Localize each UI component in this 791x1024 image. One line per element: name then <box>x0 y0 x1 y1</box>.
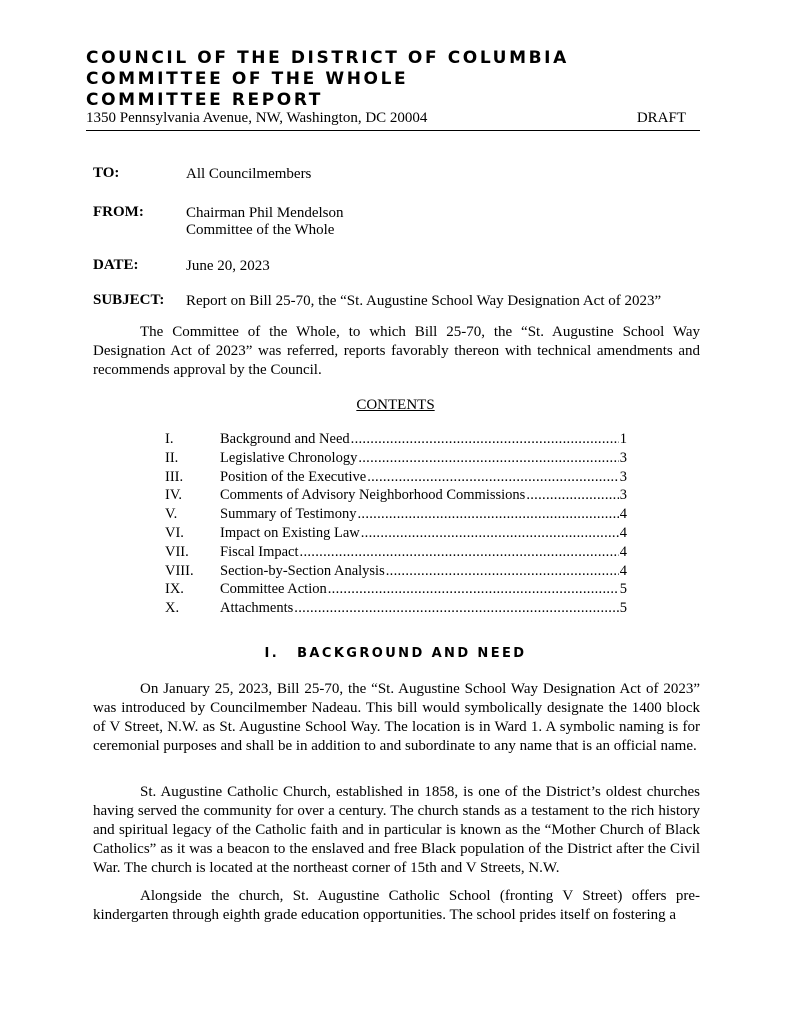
intro-paragraph <box>93 323 700 380</box>
toc-entry-title: Position of the Executive <box>220 468 367 485</box>
toc-entry-title: Committee Action <box>220 581 327 598</box>
toc-leader-dots <box>367 468 619 487</box>
section-heading <box>0 646 791 661</box>
toc-leader-dots <box>351 430 619 449</box>
draft-label: DRAFT <box>636 110 686 126</box>
toc-entry-title: Comments of Advisory Neighborhood Commissions <box>220 487 526 504</box>
toc-leader-dots <box>358 449 618 468</box>
toc-entry-page: 3 <box>619 468 627 485</box>
table-of-contents <box>165 430 627 618</box>
toc-entry <box>165 543 627 562</box>
toc-leader-dots <box>357 505 618 524</box>
toc-entry-page: 4 <box>619 543 627 560</box>
subject-value: Report on Bill 25-70, the “St. Augustine School Way Designation Act of 2023” <box>186 293 662 309</box>
from-value-committee: Committee of the Whole <box>186 222 335 238</box>
date-label: DATE: <box>93 257 139 273</box>
toc-entry-page: 3 <box>619 449 627 466</box>
toc-entry-number: V. <box>165 506 178 523</box>
intro-text: The Committee of the Whole, to which Bill 25-70, the “St. Augustine School Way Designation Act of 2023” was referred, reports favorably thereon with technical amendments and recommends approval by the Council. <box>93 324 700 378</box>
toc-entry <box>165 449 627 468</box>
toc-entry-page: 4 <box>619 524 627 541</box>
toc-leader-dots <box>361 524 619 543</box>
toc-entry-number: III. <box>165 468 184 485</box>
toc-entry <box>165 524 627 543</box>
toc-entry <box>165 486 627 505</box>
toc-entry-number: IX. <box>165 581 184 598</box>
toc-leader-dots <box>300 543 619 562</box>
toc-entry-number: VI. <box>165 524 184 541</box>
toc-entry-number: IV. <box>165 487 183 504</box>
toc-entry <box>165 430 627 449</box>
toc-leader-dots <box>294 599 618 618</box>
toc-entry <box>165 580 627 599</box>
toc-entry-page: 4 <box>619 506 627 523</box>
subject-label: SUBJECT: <box>93 292 165 308</box>
background-paragraph-1 <box>93 680 700 756</box>
toc-entry-number: VII. <box>165 543 189 560</box>
address: 1350 Pennsylvania Avenue, NW, Washington, DC 20004 <box>86 110 428 126</box>
to-value: All Councilmembers <box>186 166 312 182</box>
background-paragraph-2 <box>93 783 700 878</box>
toc-leader-dots <box>328 580 619 599</box>
toc-entry-title: Legislative Chronology <box>220 449 358 466</box>
toc-leader-dots <box>526 486 618 505</box>
toc-entry <box>165 468 627 487</box>
toc-entry-number: II. <box>165 449 179 466</box>
toc-entry-page: 3 <box>619 487 627 504</box>
council-title: COUNCIL OF THE DISTRICT OF COLUMBIA <box>86 48 569 68</box>
toc-entry-title: Background and Need <box>220 431 350 447</box>
address-row <box>86 109 698 127</box>
report-title: COMMITTEE REPORT <box>86 90 323 110</box>
toc-entry-page: 1 <box>619 431 627 447</box>
contents-title: CONTENTS <box>356 397 435 413</box>
toc-entry-page: 5 <box>619 600 627 617</box>
background-paragraph-3 <box>93 887 700 925</box>
toc-entry <box>165 562 627 581</box>
committee-title: COMMITTEE OF THE WHOLE <box>86 69 409 89</box>
toc-entry-page: 4 <box>619 562 627 579</box>
date-value: June 20, 2023 <box>186 258 270 274</box>
section-title: BACKGROUND AND NEED <box>297 646 527 661</box>
paragraph-text: Alongside the church, St. Augustine Catholic School (fronting V Street) offers pre-kindergarten through eighth grade education opportunities. The school prides itself on fostering a <box>93 888 700 923</box>
header-rule <box>86 130 700 131</box>
toc-entry-page: 5 <box>619 581 627 598</box>
toc-entry-title: Attachments <box>220 600 294 617</box>
paragraph-text: St. Augustine Catholic Church, established in 1858, is one of the District’s oldest churches having served the community for over a century. The church stands as a testament to the rich history and spiritual legacy of the Catholic faith and in particular is known as the “Mother Church of Black Catholics” as it was a beacon to the enslaved and free Black population of the District after the Civil War. The church is located at the northeast corner of 15th and V Streets, N.W. <box>93 784 700 876</box>
toc-entry-number: X. <box>165 600 180 617</box>
toc-entry-title: Impact on Existing Law <box>220 524 360 541</box>
toc-leader-dots <box>386 562 619 581</box>
toc-entry-title: Summary of Testimony <box>220 506 357 523</box>
toc-entry <box>165 599 627 618</box>
to-label: TO: <box>93 165 120 181</box>
paragraph-text: On January 25, 2023, Bill 25-70, the “St. Augustine School Way Designation Act of 2023” was introduced by Councilmember Nadeau. This bill would symbolically designate the 1400 block of V Street, N.W. as St. Augustine School Way. The location is in Ward 1. A symbolic naming is for ceremonial purposes and shall be in addition to and subordinate to any name that is an official name. <box>93 681 700 754</box>
toc-entry-number: I. <box>165 431 174 447</box>
toc-entry-title: Fiscal Impact <box>220 543 299 560</box>
toc-entry-number: VIII. <box>165 562 194 579</box>
section-number: I. <box>264 646 280 661</box>
toc-entry-title: Section-by-Section Analysis <box>220 562 385 579</box>
from-value-name: Chairman Phil Mendelson <box>186 205 344 221</box>
toc-entry <box>165 505 627 524</box>
from-label: FROM: <box>93 204 144 220</box>
